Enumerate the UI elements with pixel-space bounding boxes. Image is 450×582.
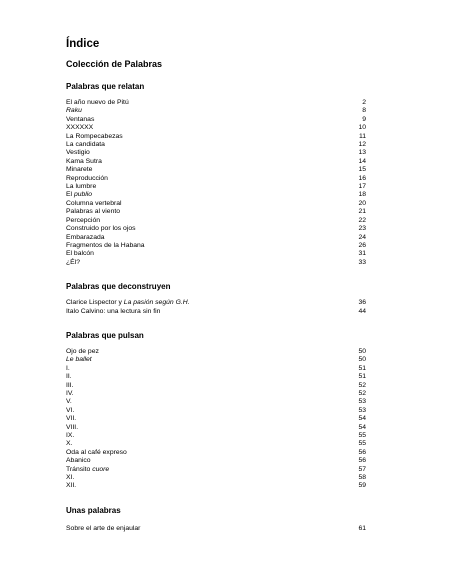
entry-page-number: 13 — [358, 149, 366, 157]
index-entry[interactable] — [66, 133, 366, 141]
index-entry[interactable] — [66, 99, 366, 107]
section-heading: Palabras que deconstruyen — [66, 282, 171, 292]
index-entry[interactable] — [66, 242, 366, 250]
entry-page-number: 17 — [358, 183, 366, 191]
index-entry[interactable] — [66, 191, 366, 199]
entry-title: XII. — [66, 482, 77, 490]
index-entry[interactable] — [66, 407, 366, 415]
index-entry[interactable] — [66, 449, 366, 457]
index-entry[interactable] — [66, 432, 366, 440]
entry-page-number: 2 — [362, 99, 366, 106]
entry-page-number: 23 — [358, 225, 366, 233]
entry-title: Percepción — [66, 216, 101, 224]
entry-page-number: 11 — [358, 132, 366, 140]
entry-page-number: 15 — [358, 166, 366, 174]
entry-page-number: 33 — [358, 258, 366, 266]
entry-page-number: 36 — [358, 299, 366, 307]
entry-title: Oda al café expreso — [66, 448, 127, 456]
entry-title: Vestigio — [66, 149, 90, 157]
entry-page-number: 44 — [358, 307, 366, 315]
index-page — [66, 38, 366, 548]
entry-page-number: 16 — [358, 174, 366, 182]
index-sections — [66, 82, 366, 533]
entry-title: Abanico — [66, 457, 91, 465]
entry-title: VI. — [66, 406, 75, 414]
index-entry[interactable] — [66, 225, 366, 233]
entry-page-number: 22 — [358, 216, 366, 224]
entry-page-number: 10 — [358, 124, 366, 132]
entry-page-number: 58 — [358, 474, 366, 482]
index-entry[interactable] — [66, 308, 366, 316]
entry-title: Construido por los ojos — [66, 225, 136, 233]
entry-page-number: 54 — [358, 415, 366, 423]
index-entry[interactable] — [66, 116, 366, 124]
entry-title: VII. — [66, 415, 77, 423]
index-section — [66, 331, 366, 491]
index-entry[interactable] — [66, 482, 366, 490]
index-entry[interactable] — [66, 149, 366, 157]
index-entry[interactable] — [66, 365, 366, 373]
index-entry[interactable] — [66, 457, 366, 465]
entry-page-number: 55 — [358, 440, 366, 448]
entry-page-number: 26 — [358, 241, 366, 249]
entry-page-number: 53 — [358, 398, 366, 406]
entry-page-number: 57 — [358, 465, 366, 473]
entry-title: Embarazada — [66, 233, 105, 241]
collection-title: Colección de Palabras — [66, 59, 163, 69]
page-title: Índice — [66, 38, 100, 50]
entry-title: V. — [66, 398, 72, 406]
entry-title: III. — [66, 381, 74, 389]
entry-title-part: cuore — [92, 465, 110, 473]
entry-page-number: 61 — [358, 524, 366, 532]
entry-title: Reproducción — [66, 174, 108, 182]
index-entry[interactable] — [66, 124, 366, 132]
entry-page-number: 51 — [358, 373, 366, 381]
index-entry[interactable] — [66, 440, 366, 448]
index-entry[interactable] — [66, 175, 366, 183]
entry-title: VIII. — [66, 423, 79, 431]
section-heading: Palabras que relatan — [66, 82, 145, 91]
index-entry[interactable] — [66, 466, 366, 474]
entry-title: Fragmentos de la Habana — [66, 241, 145, 249]
section-heading: Unas palabras — [66, 505, 121, 515]
index-entry[interactable] — [66, 398, 366, 406]
entry-page-number: 12 — [358, 141, 366, 149]
index-entry[interactable] — [66, 259, 366, 267]
entry-title: Ojo de pez — [66, 347, 99, 355]
entry-page-number: 20 — [358, 199, 366, 207]
entry-title: Columna vertebral — [66, 199, 122, 207]
entry-page-number: 56 — [358, 448, 366, 456]
index-entry[interactable] — [66, 474, 366, 482]
entry-page-number: 21 — [358, 208, 366, 216]
entry-title: El año nuevo de Pitú — [66, 99, 129, 106]
entry-title: Italo Calvino: una lectura sin fin — [66, 307, 161, 315]
index-entry[interactable] — [66, 141, 366, 149]
entry-title: Minarete — [66, 166, 93, 174]
index-entry[interactable] — [66, 348, 366, 356]
entry-title: Palabras al viento — [66, 208, 121, 216]
entry-title: Raku — [66, 107, 82, 115]
index-entry[interactable] — [66, 415, 366, 423]
index-entry[interactable] — [66, 356, 366, 364]
entry-title — [66, 299, 346, 307]
entry-title: I. — [66, 364, 70, 372]
index-entry[interactable] — [66, 166, 366, 174]
entry-page-number: 53 — [358, 406, 366, 414]
index-entry[interactable] — [66, 208, 366, 216]
entry-page-number: 8 — [362, 107, 366, 115]
entry-page-number: 54 — [358, 423, 366, 431]
entry-page-number: 31 — [358, 250, 366, 258]
section-heading: Palabras que pulsan — [66, 330, 144, 340]
index-entry[interactable] — [66, 200, 366, 208]
entry-page-number: 18 — [358, 191, 366, 199]
entry-title: La Rompecabezas — [66, 132, 123, 140]
index-entry[interactable] — [66, 525, 366, 533]
entry-title — [66, 466, 346, 474]
entry-title: XXXXXX — [66, 124, 94, 132]
index-section — [66, 506, 366, 533]
entry-page-number: 51 — [358, 364, 366, 372]
entry-page-number: 24 — [358, 233, 366, 241]
entry-page-number: 14 — [358, 157, 366, 165]
entry-title-part: Clarice Lispector y — [66, 299, 124, 307]
entry-title: Le ballet — [66, 356, 92, 364]
index-entry[interactable] — [66, 234, 366, 242]
entry-title: La candidata — [66, 141, 105, 149]
entry-page-number: 59 — [358, 482, 366, 490]
entry-page-number: 50 — [358, 356, 366, 364]
entry-title: ¿Él? — [66, 258, 80, 266]
entry-page-number: 9 — [362, 115, 366, 123]
entry-page-number: 56 — [358, 457, 366, 465]
entry-title: Sobre el arte de enjaular — [66, 524, 141, 532]
entry-page-number: 52 — [358, 389, 366, 397]
entry-page-number: 52 — [358, 381, 366, 389]
entry-title-part: El — [66, 191, 74, 199]
index-entry[interactable] — [66, 299, 366, 307]
entry-title: Kama Sutra — [66, 157, 102, 165]
index-entry[interactable] — [66, 107, 366, 115]
index-entry[interactable] — [66, 382, 366, 390]
entry-title: IX. — [66, 432, 75, 439]
index-entry[interactable] — [66, 158, 366, 166]
index-entry[interactable] — [66, 424, 366, 432]
entry-title: Ventanas — [66, 115, 95, 123]
index-entry[interactable] — [66, 390, 366, 398]
entry-title: II. — [66, 373, 72, 381]
entry-page-number: 50 — [358, 347, 366, 355]
entry-title-part: publio — [73, 191, 93, 199]
index-entry[interactable] — [66, 183, 366, 191]
entry-title: El balcón — [66, 250, 94, 258]
entry-title — [66, 191, 346, 199]
entry-title: La lumbre — [66, 183, 97, 191]
index-section — [66, 282, 366, 316]
entry-title: IV. — [66, 389, 74, 397]
entry-page-number: 55 — [358, 432, 366, 439]
index-entry[interactable] — [66, 217, 366, 225]
entry-title-part: Tránsito — [66, 465, 93, 473]
index-entry[interactable] — [66, 373, 366, 381]
index-section — [66, 82, 366, 267]
entry-title: X. — [66, 440, 73, 448]
entry-title: XI. — [66, 474, 75, 482]
entry-title-part: La pasión según G.H. — [123, 299, 190, 307]
index-entry[interactable] — [66, 250, 366, 258]
